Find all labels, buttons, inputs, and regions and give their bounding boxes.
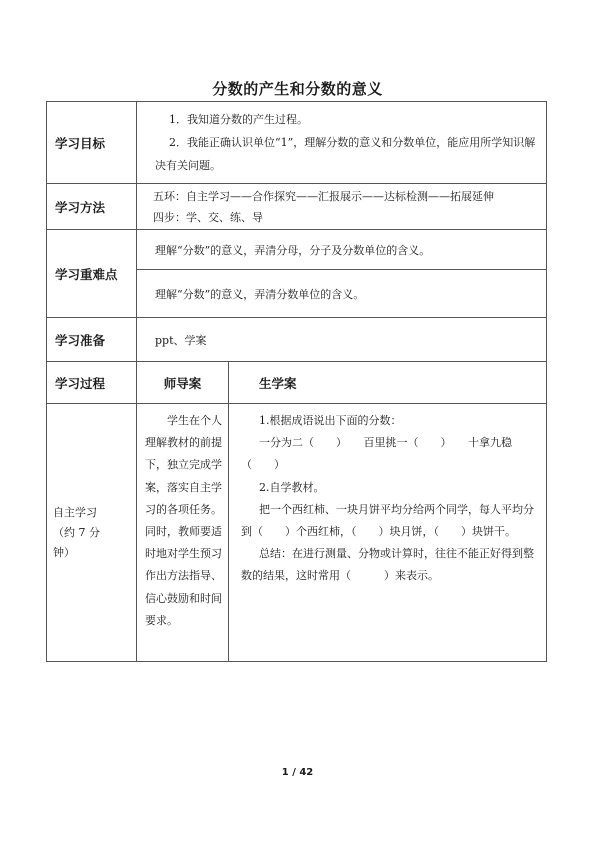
goal-item-1: 1．我知道分数的产生过程。 <box>169 113 308 126</box>
method-content <box>137 184 547 230</box>
goals-content <box>137 102 547 184</box>
goal-item-2: 2．我能正确认识单位“1”，理解分数的意义和分数单位，能应用所学知识解决有关问题。 <box>155 136 536 172</box>
page-footer <box>0 767 595 778</box>
self-study-label-line-3: 钟） <box>53 545 75 559</box>
self-study-label-line-2: （约 7 分 <box>53 525 100 539</box>
page-separator: / <box>292 767 296 778</box>
student-division-question: 把一个西红柿、一块月饼平均分给两个同学，每人平均分到（ ）个西红柿，（ ）块月饼，（ ）块饼干。 <box>241 502 534 539</box>
method-line-1: 五环：自主学习——合作探究——汇报展示——达标检测——拓展延伸 <box>153 189 494 203</box>
student-plan-content <box>229 404 547 662</box>
student-idioms-blank: （ ） <box>241 458 285 472</box>
teacher-guide-text: 学生在个人理解教材的前提下，独立完成学案，落实自主学习的各项任务。同时，教师要适时地对学生预习作出方法指导、信心鼓励和时间要求。 <box>137 404 229 662</box>
student-item-2: 2.自学教材。 <box>259 480 325 494</box>
key-points-label: 学习重难点 <box>47 230 137 318</box>
page-total: 42 <box>299 767 314 778</box>
self-study-label-line-1: 自主学习 <box>53 505 97 519</box>
prep-content: ppt、学案 <box>137 318 547 362</box>
goals-row <box>47 102 547 184</box>
prep-row <box>47 318 547 362</box>
prep-label: 学习准备 <box>47 318 137 362</box>
method-label: 学习方法 <box>47 184 137 230</box>
student-item-1: 1.根据成语说出下面的分数： <box>259 414 402 427</box>
student-idioms-line: 一分为二（ ） 百里挑一（ ） 十拿九稳 <box>259 436 512 450</box>
lesson-plan-table <box>46 101 547 662</box>
student-summary: 总结：在进行测量、分物或计算时，往往不能正好得到整数的结果，这时常用（ ）来表示。 <box>241 547 534 583</box>
teacher-guide-header: 师导案 <box>137 362 229 404</box>
key-points-row-1 <box>47 230 547 270</box>
page-title: 分数的产生和分数的意义 <box>212 80 383 98</box>
process-header-row <box>47 362 547 404</box>
process-label: 学习过程 <box>47 362 137 404</box>
self-study-row <box>47 404 547 662</box>
self-study-label <box>47 404 137 662</box>
key-points-line-2: 理解“分数”的意义，弄清分数单位的含义。 <box>137 270 547 318</box>
method-line-2: 四步：学、交、练、导 <box>153 210 263 224</box>
key-points-line-1: 理解“分数”的意义，弄清分母，分子及分数单位的含义。 <box>137 230 547 270</box>
method-row <box>47 184 547 230</box>
student-plan-header: 生学案 <box>229 362 547 404</box>
page-number: 1 <box>281 767 289 778</box>
goals-label: 学习目标 <box>47 102 137 184</box>
